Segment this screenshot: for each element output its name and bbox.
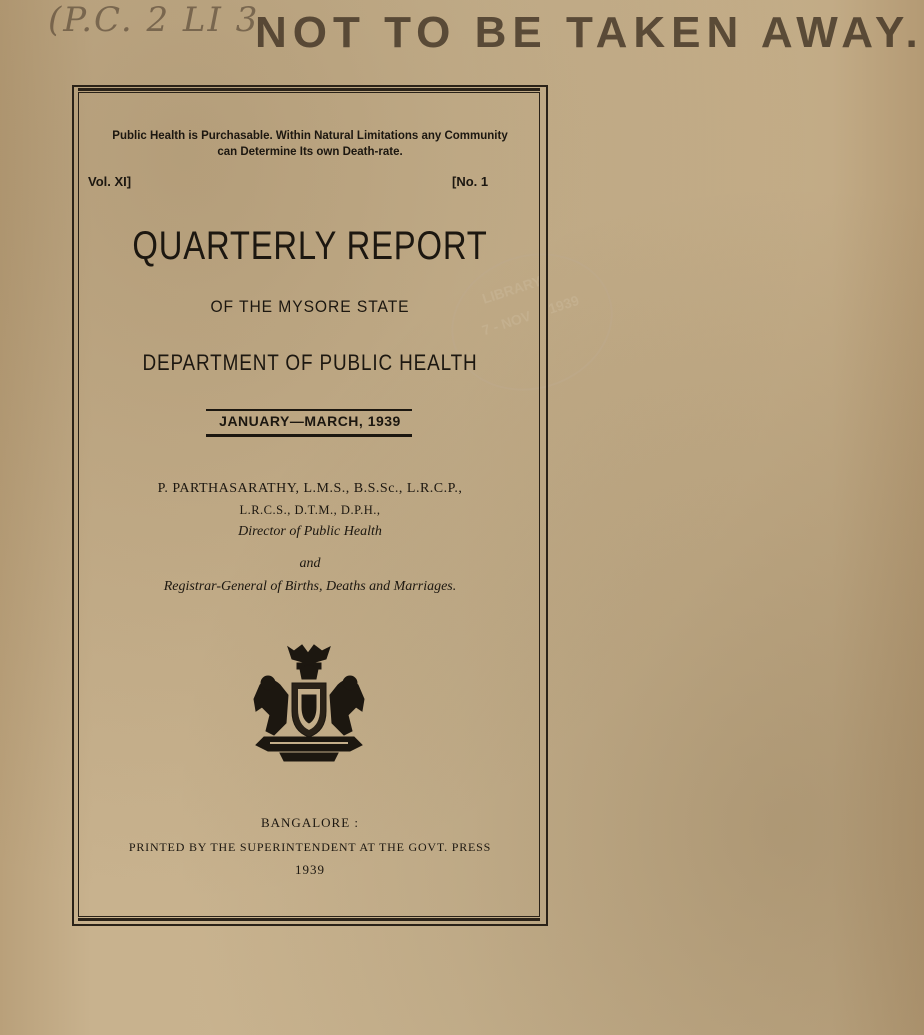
report-subtitle-department: DEPARTMENT OF PUBLIC HEALTH <box>142 350 478 375</box>
imprint-place: BANGALORE : <box>260 815 360 830</box>
library-stamp-text3: 1939 <box>546 291 581 317</box>
volume-label: Vol. XI] <box>88 174 132 189</box>
author-qualifications: L.R.C.S., D.T.M., D.P.H., <box>239 503 381 517</box>
imprint-printer: PRINTED BY THE SUPERINTENDENT AT THE GOVT. PRESS <box>128 840 492 854</box>
library-stamp-text2: 7 - NOV <box>479 307 533 339</box>
report-subtitle-state: OF THE MYSORE STATE <box>210 297 410 316</box>
motto <box>80 128 540 160</box>
period-rule-top <box>206 409 412 411</box>
motto-line1: Public Health is Purchasable. Within Natural Limitations any Community <box>112 130 508 142</box>
report-period: JANUARY—MARCH, 1939 <box>219 413 401 429</box>
author-role-director: Director of Public Health <box>238 524 382 539</box>
cover-frame-top-bar <box>78 88 540 91</box>
imprint-year: 1939 <box>295 862 325 877</box>
report-title: QUARTERLY REPORT <box>132 224 488 268</box>
number-label: [No. 1 <box>452 174 489 189</box>
author-role-registrar: Registrar-General of Births, Deaths and Marriages. <box>163 579 457 594</box>
mysore-coat-of-arms-icon <box>250 645 368 763</box>
period-rule-bottom <box>206 434 412 437</box>
stamp-not-to-be-taken-away: NOT TO BE TAKEN AWAY. <box>255 8 924 57</box>
author-conjunction: and <box>299 556 321 571</box>
handwritten-code: (P.C. 2 LI 3 <box>48 0 260 40</box>
author-name: P. PARTHASARATHY, L.M.S., B.S.Sc., L.R.C.P., <box>157 481 463 496</box>
motto-line2: can Determine Its own Death-rate. <box>217 146 403 158</box>
cover-frame-bottom-bar <box>78 918 540 921</box>
library-stamp-text1: LIBRARY <box>480 272 544 307</box>
